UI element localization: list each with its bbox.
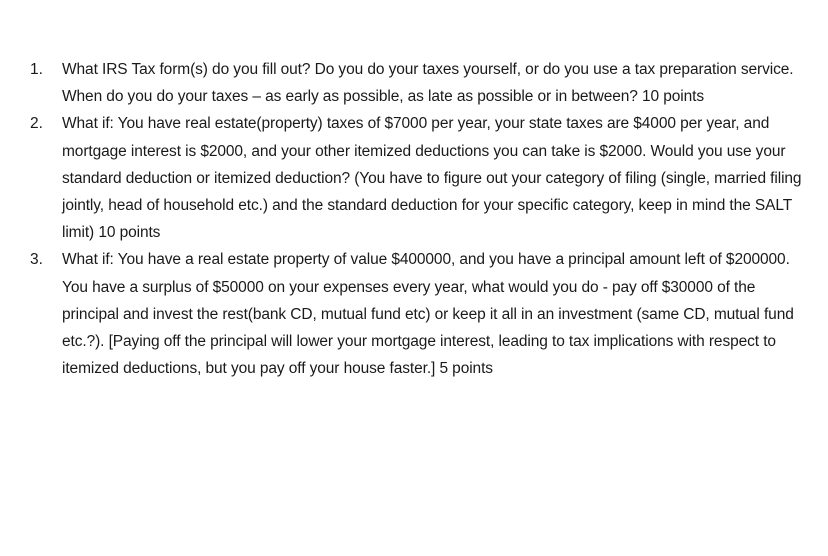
question-text: What if: You have a real estate property of value $400000, and you have a principal amount left of $200000. You have a surplus of $50000 on your expenses every year, what would you do - pay off $30000 of the principal and invest the rest(bank CD, mutual fund etc) or keep it all in an investment (same CD, mutual fund etc.?). [Paying off the principal will lower your mortgage interest, leading to tax implications with respect to itemized deductions, but you pay off your house faster.] 5 points	[62, 251, 794, 378]
question-item	[30, 56, 810, 110]
question-number: 3.	[30, 251, 43, 269]
question-text: What IRS Tax form(s) do you fill out? Do you do your taxes yourself, or do you use a tax preparation service. When do you do your taxes – as early as possible, as late as possible or in between? 10 points	[62, 61, 794, 106]
question-number: 1.	[30, 61, 43, 78]
question-list	[30, 56, 810, 382]
question-text: What if: You have real estate(property) taxes of $7000 per year, your state taxes are $4000 per year, and mortgage interest is $2000, and your other itemized deductions you can take is $2000. Would you use your standard deduction or itemized deduction? (You have to figure out your category of filing (single, married filing jointly, head of household etc.) and the standard deduction for your specific category, keep in mind the SALT limit) 10 points	[62, 115, 802, 242]
question-item	[30, 246, 810, 382]
question-number: 2.	[30, 115, 43, 133]
question-item	[30, 110, 810, 246]
